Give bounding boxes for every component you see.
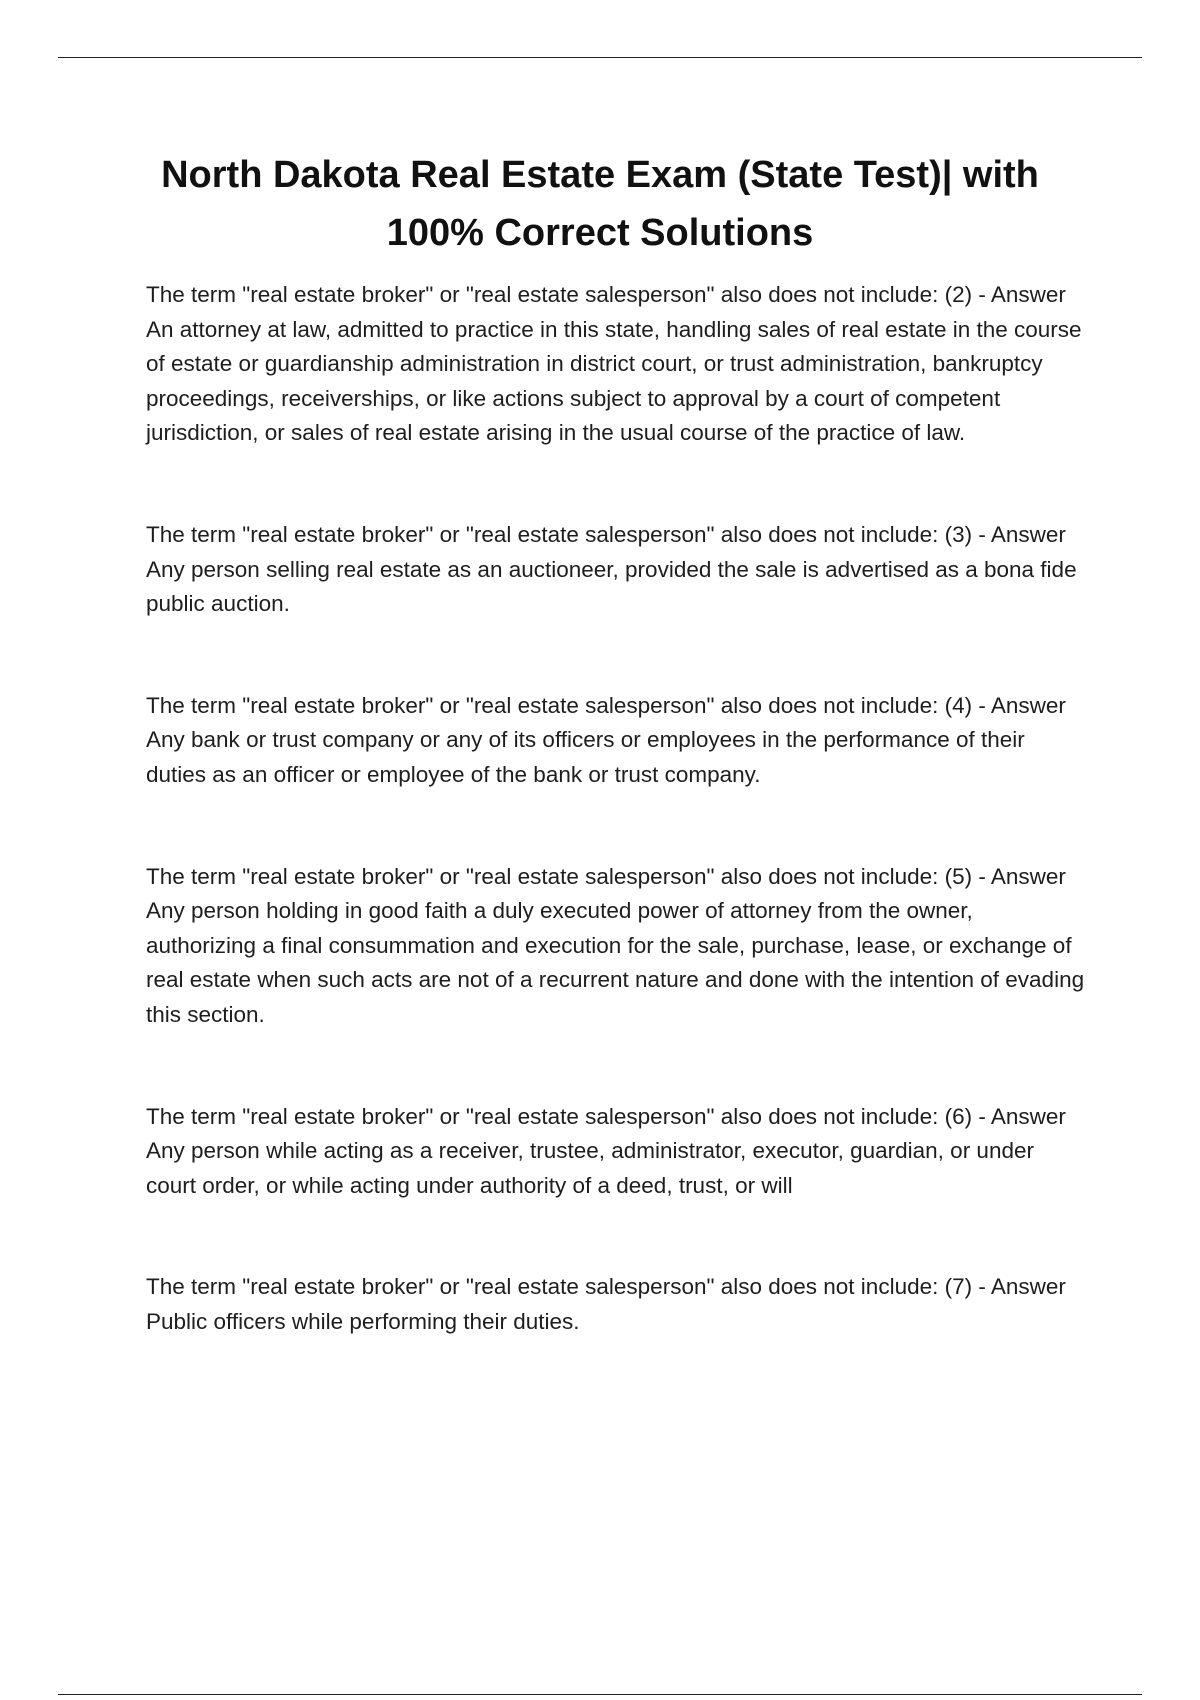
- question-text: The term "real estate broker" or "real estate salesperson" also does not include: (3) -: [146, 521, 986, 547]
- answer-text: Answer Any person while acting as a receiver, trustee, administrator, executor, guardian, or under court order, or while acting under authority of a deed, trust, or will: [146, 1103, 1066, 1198]
- question-text: The term "real estate broker" or "real estate salesperson" also does not include: (4) -: [146, 692, 986, 718]
- qa-entry-5: [146, 860, 1086, 1033]
- qa-entry-7: [146, 1270, 1086, 1339]
- footer-rule: [58, 1694, 1142, 1695]
- answer-text: Answer Any person holding in good faith a duly executed power of attorney from the owner, authorizing a final consummation and execution for the sale, purchase, lease, or exchange of real estate when such acts are not of a recurrent nature and done with the intention of evading this section.: [146, 863, 1085, 1027]
- question-text: The term "real estate broker" or "real estate salesperson" also does not include: (7) -: [146, 1274, 986, 1300]
- document-body: [146, 278, 1086, 1339]
- document-title: North Dakota Real Estate Exam (State Test)| with 100% Correct Solutions: [161, 154, 1039, 254]
- answer-text: Answer Any bank or trust company or any of its officers or employees in the performance of their duties as an officer or employee of the bank or trust company.: [146, 692, 1066, 787]
- answer-text: Answer Public officers while performing their duties.: [146, 1274, 1066, 1334]
- question-text: The term "real estate broker" or "real estate salesperson" also does not include: (5) -: [146, 863, 986, 889]
- qa-entry-6: [146, 1100, 1086, 1204]
- answer-text: Answer An attorney at law, admitted to practice in this state, handling sales of real estate in the course of estate or guardianship administration in district court, or trust administration, bankruptcy proceedings, receiverships, or like actions subject to approval by a court of competent jurisdiction, or sales of real estate arising in the usual course of the practice of law.: [146, 282, 1082, 446]
- question-text: The term "real estate broker" or "real estate salesperson" also does not include: (2) -: [146, 282, 986, 307]
- qa-entry-3: [146, 518, 1086, 622]
- header-rule: [58, 57, 1142, 58]
- qa-entry-2: [146, 278, 1086, 451]
- question-text: The term "real estate broker" or "real estate salesperson" also does not include: (6) -: [146, 1103, 986, 1129]
- answer-text: Answer Any person selling real estate as an auctioneer, provided the sale is advertised as a bona fide public auction.: [146, 521, 1077, 617]
- qa-entry-4: [146, 689, 1086, 793]
